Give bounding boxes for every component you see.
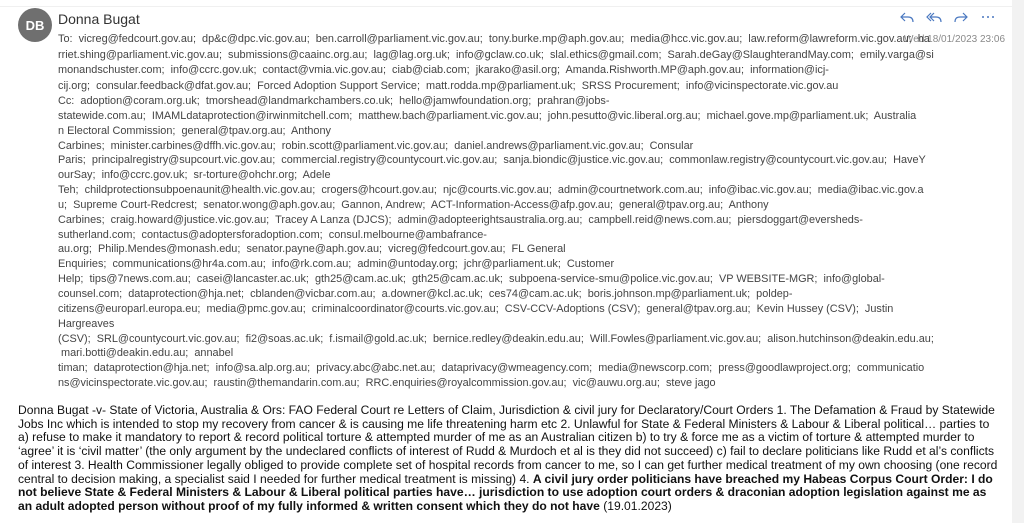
recipient-line: timan; dataprotection@hja.net; info@sa.alp.org.au; privacy.abc@abc.net.au; dataprivacy@wmeagency.com; media@newscorp.com; press@goodlawproject.org; communicatio	[58, 362, 925, 375]
body-line	[18, 418, 997, 432]
recipient-line: Hargreaves	[58, 317, 115, 330]
body-line	[18, 445, 997, 459]
recipient-line: rriet.shing@parliament.vic.gov.au; submissions@caainc.org.au; lag@lag.org.uk; info@gclaw.co.uk; slal.ethics@gmail.com; Sarah.deGay@SlaughterandMay.com; emily.varga@si	[58, 48, 934, 61]
recipient-line: Carbines; minister.carbines@dffh.vic.gov.au; robin.scott@parliament.vic.gov.au; daniel.andrews@parliament.vic.gov.au; Consular	[58, 139, 694, 152]
recipient-line: Help; tips@7news.com.au; casei@lancaster.ac.uk; gth25@cam.ac.uk; gth25@cam.ac.uk; subpoena-service-smu@police.vic.gov.au; VP WEBSITE-MGR; info@global-	[58, 273, 885, 286]
recipient-line: monandschuster.com; info@ccrc.gov.uk; contact@vmia.vic.gov.au; ciab@ciab.com; jkarako@asil.org; Amanda.Rishworth.MP@aph.gov.au; information@icj-	[58, 64, 829, 77]
recipient-line: Cc: adoption@coram.org.uk; tmorshead@landmarkchambers.co.uk; hello@jamwfoundation.org; prahran@jobs-	[58, 95, 610, 107]
more-icon[interactable]	[979, 8, 997, 26]
cc-recipients	[58, 94, 934, 391]
divider	[0, 6, 1012, 7]
body-line	[18, 486, 997, 500]
body-text: Jobs Inc which is intended to stop my recovery from cancer & is causing me life threatening harm etc 2. Unlawful for State & Federal Ministers & Labour & Liberal political… parties to	[18, 416, 990, 431]
recipient-line: au.org; Philip.Mendes@monash.edu; senator.payne@aph.gov.au; vicreg@fedcourt.gov.au; FL General	[58, 243, 566, 256]
message-body	[18, 404, 997, 514]
body-text: central to decision making, a specialist said I needed for further medical treatment is missing) 4.	[18, 471, 533, 486]
recipient-line: cij.org; consular.feedback@dfat.gov.au; Forced Adoption Support Service; matt.rodda.mp@parliament.uk; SRSS Procurement; info@vicinspectorate.vic.gov.au	[58, 79, 839, 92]
avatar	[18, 8, 52, 42]
sent-date: Wed 18/01/2023 23:06	[904, 34, 1006, 45]
body-line	[18, 473, 997, 487]
forward-icon[interactable]	[952, 8, 970, 26]
scrollbar-track[interactable]	[1012, 0, 1024, 523]
recipient-line: Paris; principalregistry@supcourt.vic.gov.au; commercial.registry@countycourt.vic.gov.au; sanja.biondic@justice.vic.gov.au; commonlaw.registry@countycourt.vic.gov.au; HaveY	[58, 154, 926, 167]
recipient-line: citizens@europarl.europa.eu; media@pmc.gov.au; criminalcoordinator@courts.vic.gov.au; CSV-CCV-Adoptions (CSV); general@tpav.org.au; Kevin Hussey (CSV); Justin	[58, 302, 894, 315]
body-line	[18, 459, 997, 473]
recipient-line: sutherland.com; contactus@adoptersforadoption.com; consul.melbourne@ambafrance-	[58, 228, 487, 241]
body-line	[18, 431, 997, 445]
body-text: (19.01.2023)	[599, 498, 672, 513]
body-text: of interest 3. Health Commissioner legally obliged to provide complete set of hospital records from cancer to me, so I can get further medical treatment of my own choosing (one record	[18, 457, 998, 472]
recipient-line: u; Supreme Court-Redcrest; senator.wong@aph.gov.au; Gannon, Andrew; ACT-Information-Access@afp.gov.au; general@tpav.org.au; Anthony	[58, 198, 769, 211]
message-actions	[898, 8, 997, 26]
recipient-line: To: vicreg@fedcourt.gov.au; dp&c@dpc.vic.gov.au; ben.carroll@parliament.vic.gov.au; tony.burke.mp@aph.gov.au; media@hcc.vic.gov.au; law.reform@lawreform.vic.gov.au; ha	[58, 33, 930, 45]
recipient-line: ns@vicinspectorate.vic.gov.au; raustin@themandarin.com.au; RRC.enquiries@royalcommission.gov.au; vic@auwu.org.au; steve jago	[58, 377, 716, 390]
bold-text: an adult adopted person without proof of my fully informed & written consent which they do not have	[18, 498, 600, 513]
body-text: Donna Bugat -v- State of Victoria, Australia & Ors: FAO Federal Court re Letters of Claim, Jurisdiction & civil jury for Declaratory/Court Orders 1. The Defamation & Fraud by Statewide	[18, 403, 995, 417]
recipient-line: counsel.com; dataprotection@hja.net; cblanden@vicbar.com.au; a.downer@kcl.ac.uk; ces74@cam.ac.uk; boris.johnson.mp@parliament.uk; poldep-	[58, 287, 793, 300]
recipient-line: ourSay; info@ccrc.gov.uk; sr-torture@ohchr.org; Adele	[58, 169, 331, 182]
body-text: a) refuse to make it mandatory to report & record political torture & attempted murder of me as an Australian citizen b) to try & force me as a victim of torture & attempted murder to	[18, 430, 975, 445]
reply-all-icon[interactable]	[925, 8, 943, 26]
bold-text: not believe State & Federal Ministers & Labour & Liberal political parties have… jurisdiction to use adoption court orders & draconian adoption legislation against me as	[18, 485, 987, 500]
sender-name: Donna Bugat	[58, 11, 140, 27]
recipient-line: (CSV); SRL@countycourt.vic.gov.au; fi2@soas.ac.uk; f.ismail@gold.ac.uk; bernice.redley@deakin.edu.au; Will.Fowles@parliament.vic.gov.au; alison.hutchinson@deakin.edu.au;	[58, 332, 934, 345]
recipient-line: Enquiries; communications@hr4a.com.au; info@rk.com.au; admin@untoday.org; jchr@parliament.uk; Customer	[58, 258, 615, 271]
body-line	[18, 500, 997, 514]
bold-text: A civil jury order politicians have breached my Habeas Corpus Court Order: I do	[532, 471, 993, 486]
recipient-line: statewide.com.au; IMAMLdataprotection@irwinmitchell.com; matthew.bach@parliament.vic.gov.au; john.pesutto@vic.liberal.org.au; michael.gove.mp@parliament.uk; Australia	[58, 109, 917, 122]
recipient-line: n Electoral Commission; general@tpav.org.au; Anthony	[58, 124, 331, 137]
body-text: ‘agree’ it is ‘civil matter’ (the only argument by the undeclared conflicts of interest of Rudd & Murdoch et al is they did not succeed) c) fail to declare politicians like Rudd et al’s conflicts	[18, 444, 995, 459]
recipient-line: mari.botti@deakin.edu.au; annabel	[58, 347, 234, 360]
to-recipients	[58, 32, 934, 94]
recipient-line: Carbines; craig.howard@justice.vic.gov.au; Tracey A Lanza (DJCS); admin@adopteerightsaustralia.org.au; campbell.reid@news.com.au; piersdoggart@eversheds-	[58, 213, 863, 226]
reply-icon[interactable]	[898, 8, 916, 26]
recipient-line: Teh; childprotectionsubpoenaunit@health.vic.gov.au; crogers@hcourt.gov.au; njc@courts.vic.gov.au; admin@courtnetwork.com.au; info@ibac.vic.gov.au; media@ibac.vic.gov.a	[58, 184, 924, 197]
avatar-initials: DB	[25, 17, 45, 33]
body-line	[18, 404, 997, 418]
